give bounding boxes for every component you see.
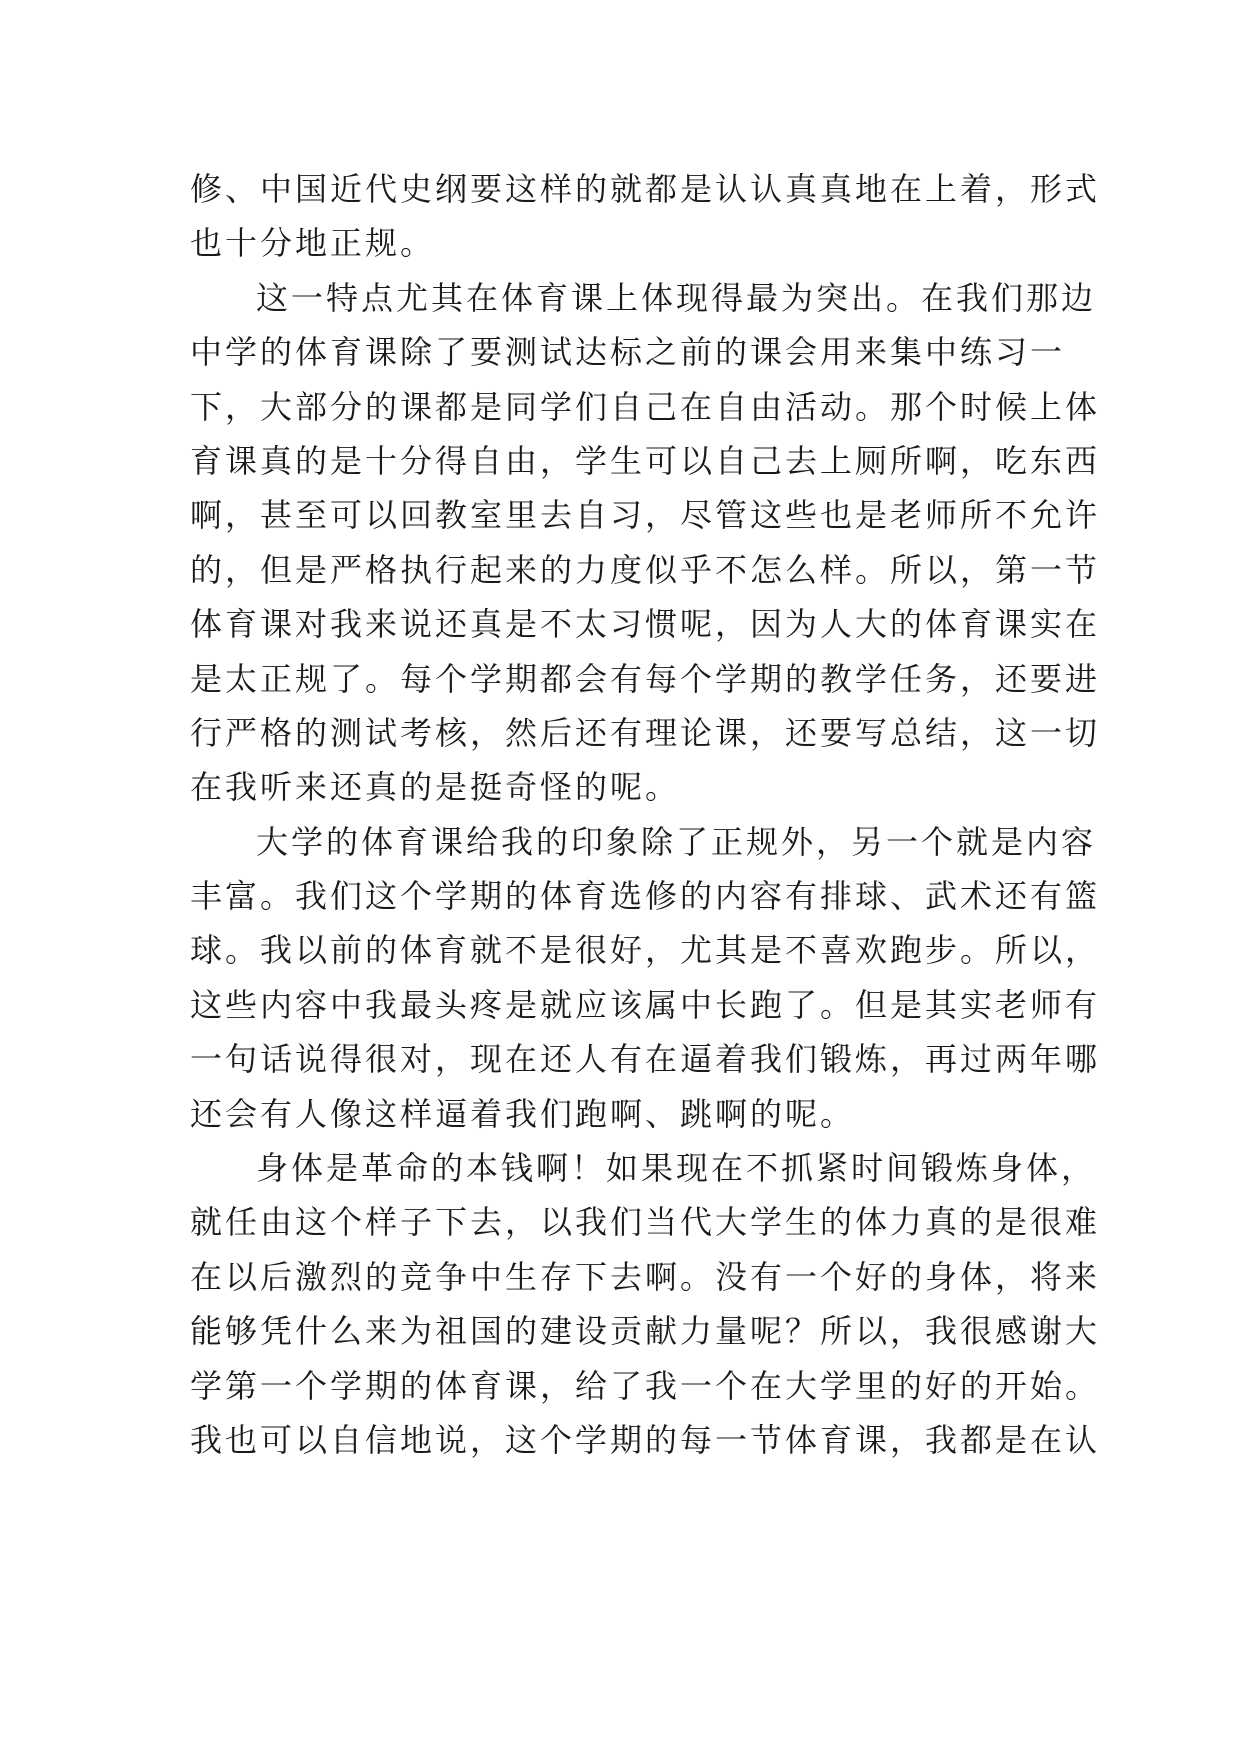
text-line: 在以后激烈的竞争中生存下去啊。没有一个好的身体，将来	[190, 1257, 1101, 1296]
text-line: 就任由这个样子下去，以我们当代大学生的体力真的是很难	[190, 1203, 1101, 1242]
text-line: 体育课对我来说还真是不太习惯呢，因为人大的体育课实在	[190, 605, 1101, 644]
text-line: 在我听来还真的是挺奇怪的呢。	[190, 768, 681, 807]
text-line: 能够凭什么来为祖国的建设贡献力量呢？所以，我很感谢大	[190, 1312, 1101, 1351]
text-line: 丰富。我们这个学期的体育选修的内容有排球、武术还有篮	[190, 877, 1101, 916]
text-line: 一句话说得很对，现在还人有在逼着我们锻炼，再过两年哪	[190, 1040, 1101, 1079]
paragraph-first-line: 这一特点尤其在体育课上体现得最为突出。在我们那边	[256, 278, 1097, 317]
body-text	[190, 162, 1101, 1467]
paragraph-first-line: 身体是革命的本钱啊！如果现在不抓紧时间锻炼身体，	[256, 1149, 1097, 1188]
text-line: 育课真的是十分得自由，学生可以自己去上厕所啊，吃东西	[190, 441, 1101, 480]
text-line: 的，但是严格执行起来的力度似乎不怎么样。所以，第一节	[190, 550, 1101, 589]
text-line: 学第一个学期的体育课，给了我一个在大学里的好的开始。	[190, 1366, 1101, 1405]
text-line: 修、中国近代史纲要这样的就都是认认真真地在上着，形式	[190, 170, 1101, 208]
text-line: 这些内容中我最头疼是就应该属中长跑了。但是其实老师有	[190, 985, 1101, 1024]
text-line: 也十分地正规。	[190, 224, 436, 263]
text-line: 行严格的测试考核，然后还有理论课，还要写总结，这一切	[190, 713, 1101, 752]
text-line: 我也可以自信地说，这个学期的每一节体育课，我都是在认	[190, 1420, 1101, 1459]
text-line: 是太正规了。每个学期都会有每个学期的教学任务，还要进	[190, 659, 1101, 698]
text-line: 下，大部分的课都是同学们自己在自由活动。那个时候上体	[190, 387, 1101, 426]
text-line: 球。我以前的体育就不是很好，尤其是不喜欢跑步。所以，	[190, 931, 1101, 970]
text-line: 中学的体育课除了要测试达标之前的课会用来集中练习一	[190, 333, 1066, 372]
paragraph-first-line: 大学的体育课给我的印象除了正规外，另一个就是内容	[256, 822, 1097, 861]
text-line: 啊，甚至可以回教室里去自习，尽管这些也是老师所不允许	[190, 496, 1101, 535]
text-line: 还会有人像这样逼着我们跑啊、跳啊的呢。	[190, 1094, 856, 1133]
